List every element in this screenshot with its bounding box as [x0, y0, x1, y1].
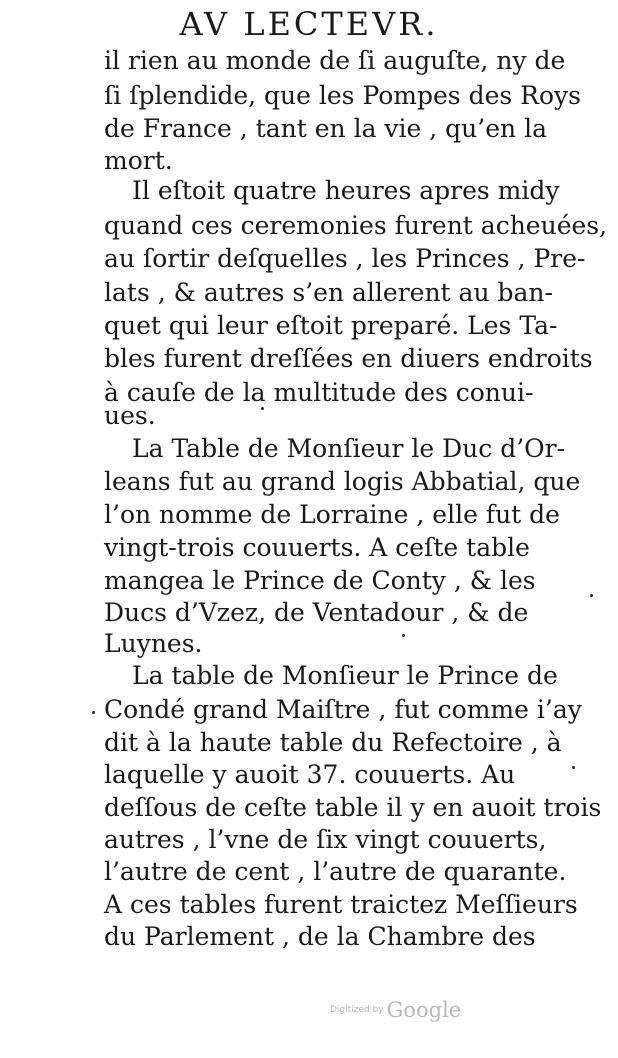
- text-line: A ces tables furent traictez Meſſieurs: [104, 890, 578, 919]
- digitized-by-label: Digitized by: [330, 1005, 384, 1015]
- text-line: Ducs d’Vzez, de Ventadour , & de: [104, 598, 529, 627]
- scan-speck: [590, 594, 593, 597]
- paragraph-start-line: La table de Monſieur le Prince de: [132, 661, 558, 690]
- text-line: laquelle y auoit 37. couuerts. Au: [104, 760, 516, 789]
- paragraph-start-line: Il eſtoit quatre heures apres midy: [132, 176, 560, 205]
- text-line: Condé grand Maiſtre , fut comme i’ay: [104, 695, 582, 724]
- text-line: de France , tant en la vie , qu’en la: [104, 114, 547, 143]
- text-line: dit à la haute table du Refectoire , à: [104, 728, 562, 757]
- text-line: deſſous de ceſte table il y en auoit trois: [104, 793, 602, 822]
- scan-speck: [261, 407, 264, 410]
- text-line: lats , & autres s’en allerent au ban-: [104, 278, 553, 307]
- text-line: autres , l’vne de ſix vingt couuerts,: [104, 825, 547, 854]
- text-line: quand ces ceremonies furent acheuées,: [104, 211, 608, 240]
- paragraph-start-line: La Table de Monſieur le Duc d’Or-: [132, 434, 566, 463]
- text-line: mort.: [104, 146, 173, 175]
- text-line: vingt-trois couuerts. A ceſte table: [104, 533, 530, 562]
- text-line: il rien au monde de ſi auguſte, ny de: [104, 46, 566, 75]
- running-header: AV LECTEVR.: [179, 5, 439, 43]
- google-logo: Google: [386, 998, 462, 1022]
- text-line: mangea le Prince de Conty , & les: [104, 566, 536, 595]
- scan-speck: [92, 711, 95, 714]
- text-line: au ſortir deſquelles , les Princes , Pre-: [104, 244, 586, 273]
- text-line: l’on nomme de Lorraine , elle fut de: [104, 500, 560, 529]
- text-line: ues.: [104, 401, 156, 430]
- text-line: Luynes.: [104, 629, 203, 658]
- scan-speck: [572, 766, 575, 769]
- scan-speck: [402, 634, 405, 637]
- text-line: à cauſe de la multitude des conui-: [104, 378, 534, 407]
- text-line: bles furent dreſſées en diuers endroits: [104, 344, 593, 373]
- text-line: ſi ſplendide, que les Pompes des Roys: [104, 81, 581, 110]
- text-line: quet qui leur eſtoit preparé. Les Ta-: [104, 311, 558, 340]
- text-line: du Parlement , de la Chambre des: [104, 922, 536, 951]
- text-line: l’autre de cent , l’autre de quarante.: [104, 857, 567, 886]
- text-line: leans fut au grand logis Abbatial, que: [104, 467, 581, 496]
- google-watermark: [330, 998, 530, 1028]
